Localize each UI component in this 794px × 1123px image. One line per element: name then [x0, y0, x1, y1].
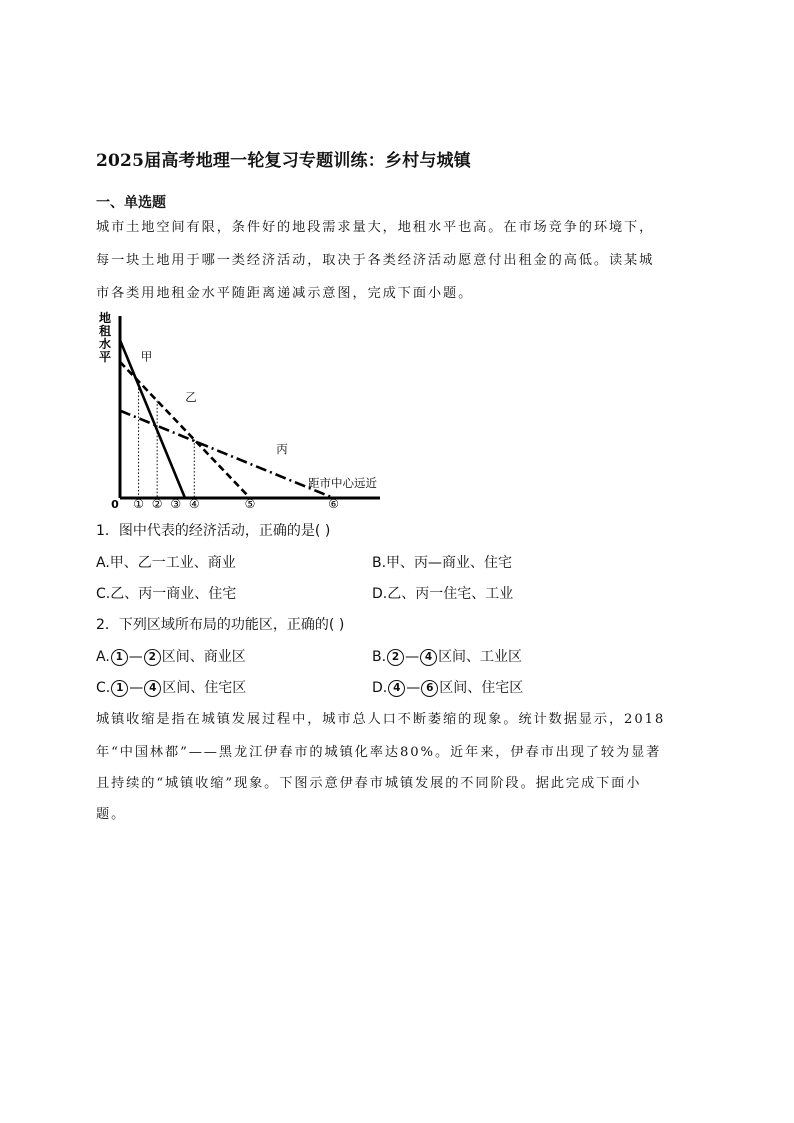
circle-number: 1 [111, 680, 128, 697]
page-title: 2025届高考地理一轮复习专题训练：乡村与城镇 [96, 151, 471, 171]
option-letter: C. [96, 680, 111, 696]
option-letter: B. [372, 649, 387, 665]
series-line-丙 [120, 411, 334, 498]
circle-number: 1 [111, 649, 128, 666]
option-text: 区间、工业区 [438, 649, 523, 665]
series-lines [120, 340, 334, 498]
circle-number: 4 [420, 649, 437, 666]
x-axis-label: 距市中心远近 [308, 476, 377, 490]
x-tick-label: ① [133, 497, 144, 511]
y-label-char: 平 [98, 350, 112, 364]
range-dash: — [128, 649, 143, 665]
passage-line: 题。 [96, 807, 127, 822]
circle-number: 4 [388, 680, 405, 697]
series-labels [141, 350, 289, 456]
range-dash: — [405, 649, 420, 665]
rent-chart [90, 308, 410, 514]
q2-option-d[interactable] [372, 677, 523, 697]
q2-option-a[interactable] [96, 646, 246, 666]
circle-number: 6 [421, 680, 438, 697]
y-axis-label [99, 310, 112, 364]
passage-line: 且持续的“城镇收缩”现象。下图示意伊春市城镇发展的不同阶段。据此完成下面小 [96, 776, 642, 791]
circle-number: 2 [144, 649, 161, 666]
q1-option-b[interactable]: B.甲、丙—商业、住宅 [372, 555, 513, 571]
series-label-甲: 甲 [140, 349, 153, 364]
q1-option-a[interactable]: A.甲、乙一工业、商业 [96, 555, 236, 571]
series-label-丙: 丙 [276, 441, 288, 456]
circle-number: 2 [387, 649, 404, 666]
option-text: 区间、住宅区 [439, 680, 524, 696]
q2-option-c[interactable] [96, 677, 246, 697]
q1-option-d[interactable]: D.乙、丙一住宅、工业 [372, 586, 514, 602]
circle-number: 4 [144, 680, 161, 697]
y-label-char: 水 [98, 337, 112, 351]
q2-option-b[interactable] [372, 646, 522, 666]
question-2: 2．下列区域所布局的功能区，正确的( ) [96, 617, 345, 633]
y-label-char: 地 [98, 311, 112, 325]
chart-axes [120, 316, 380, 498]
option-letter: A. [96, 649, 110, 665]
x-tick-label: ③ [170, 497, 182, 511]
series-label-乙: 乙 [185, 389, 197, 404]
passage-line: 年“中国林都”——黑龙江伊春市的城镇化率达80%。近年来，伊春市出现了较为显著 [96, 745, 662, 760]
range-dash: — [129, 680, 144, 696]
x-tick-label: ② [151, 497, 163, 511]
x-tick-label: ④ [188, 497, 200, 511]
option-text: 区间、住宅区 [162, 680, 247, 696]
passage-line: 城镇收缩是指在城镇发展过程中，城市总人口不断萎缩的现象。统计数据显示，2018 [96, 712, 666, 727]
y-label-char: 租 [98, 324, 112, 338]
option-text: 区间、商业区 [161, 649, 246, 665]
q1-option-c[interactable]: C.乙、丙一商业、住宅 [96, 586, 237, 602]
section-heading: 一、单选题 [96, 195, 166, 211]
range-dash: — [406, 680, 421, 696]
intro-line: 城市土地空间有限，条件好的地段需求量大，地租水平也高。在市场竞争的环境下， [96, 220, 655, 235]
question-1: 1．图中代表的经济活动，正确的是( ) [96, 523, 331, 539]
intro-line: 市各类用地租金水平随距离递减示意图，完成下面小题。 [96, 286, 474, 301]
option-letter: D. [372, 680, 388, 696]
intro-line: 每一块土地用于哪一类经济活动，取决于各类经济活动愿意付出租金的高低。读某城 [96, 253, 655, 268]
series-line-乙 [120, 362, 250, 498]
x-tick-label: ⑥ [328, 497, 339, 511]
origin-label: 0 [111, 498, 119, 511]
x-tick-label: ⑤ [244, 497, 256, 511]
